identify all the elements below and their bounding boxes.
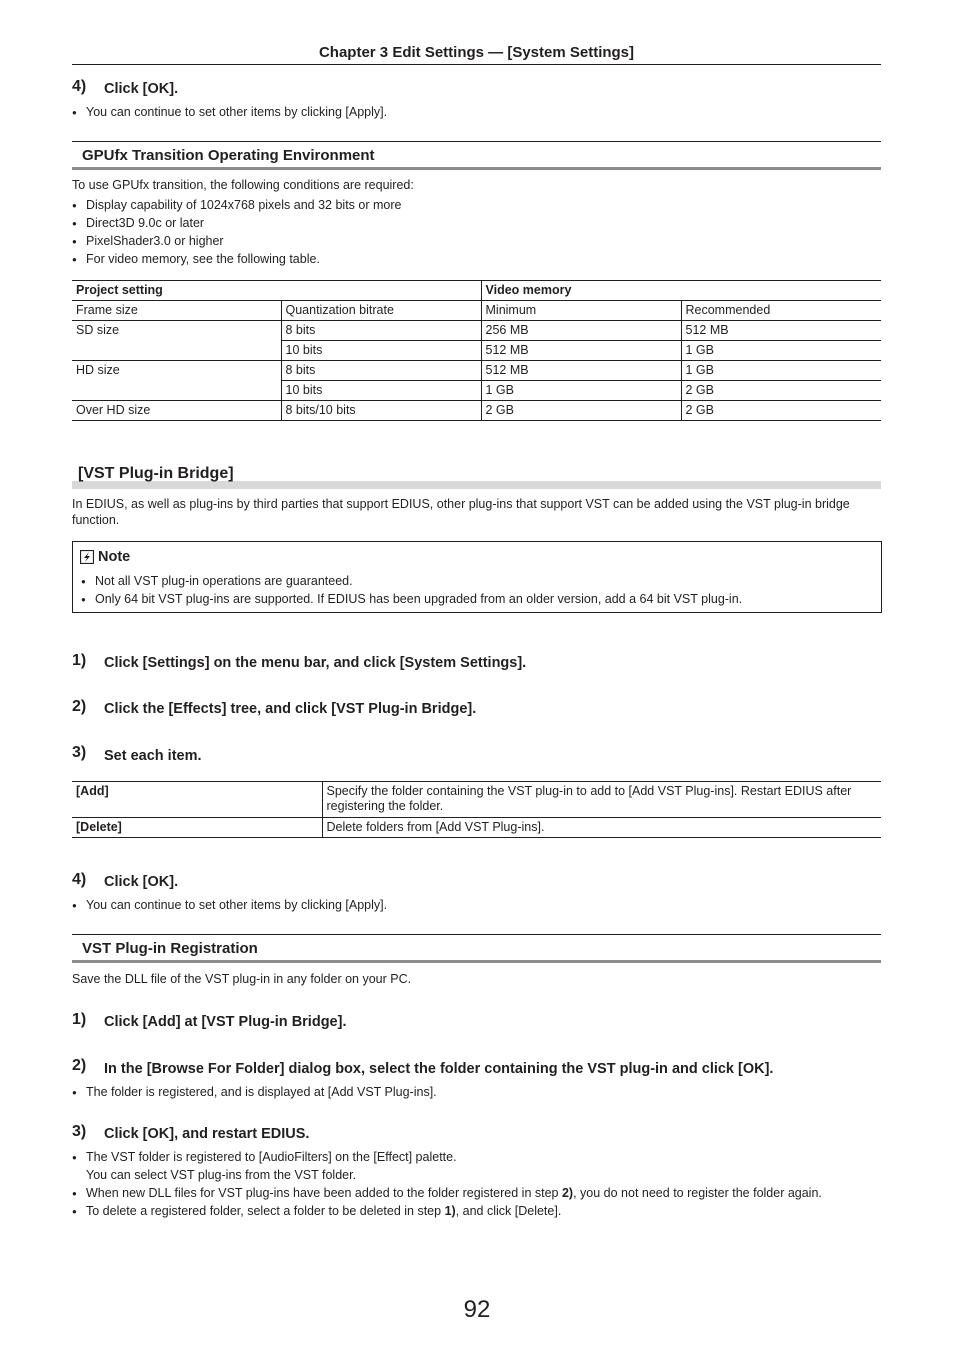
step-number: 2) <box>72 1057 87 1074</box>
table-cell: 8 bits/10 bits <box>281 401 481 421</box>
step-text: Set each item. <box>104 748 202 764</box>
page-number: 92 <box>463 1296 491 1323</box>
bullet-item: ● For video memory, see the following table. <box>72 250 320 268</box>
section-heading-vst-bridge: [VST Plug-in Bridge] <box>72 463 881 489</box>
note-box <box>72 541 882 613</box>
step-text: Click [OK]. <box>104 81 179 97</box>
table-cell: 2 GB <box>481 401 681 421</box>
bullet-item: ● To delete a registered folder, select a folder to be deleted in step 1), and click [Delete]. <box>72 1202 561 1220</box>
bullet-item: ● Only 64 bit VST plug-ins are supported. If EDIUS has been upgraded from an older version, add a 64 bit VST plug-in. <box>81 590 742 608</box>
step-text: Click the [Effects] tree, and click [VST Plug-in Bridge]. <box>104 701 477 717</box>
step-number: 4) <box>72 78 87 95</box>
step-number: 4) <box>72 871 87 888</box>
step-number: 3) <box>72 1123 87 1140</box>
section-heading-vst-registration: VST Plug-in Registration <box>72 934 881 963</box>
step-text: In the [Browse For Folder] dialog box, select the folder containing the VST plug-in and click [OK]. <box>104 1061 774 1077</box>
vst-bridge-intro: In EDIUS, as well as plug-ins by third parties that support EDIUS, other plug-ins that support VST can be added using the VST plug-in bridge function. <box>72 497 850 527</box>
table-cell: 1 GB <box>481 381 681 401</box>
table-cell: SD size <box>72 321 281 361</box>
table-cell: 10 bits <box>281 381 481 401</box>
step-text: Click [OK]. <box>104 874 179 890</box>
table-cell: 2 GB <box>681 401 881 421</box>
table-cell: 512 MB <box>481 341 681 361</box>
table-cell: HD size <box>72 361 281 401</box>
step-number: 1) <box>72 1011 87 1028</box>
step-text: Click [Settings] on the menu bar, and click [System Settings]. <box>104 655 527 671</box>
table-header-cell: Video memory <box>481 281 881 301</box>
table-cell: Over HD size <box>72 401 281 421</box>
step-text: Click [OK], and restart EDIUS. <box>104 1126 310 1142</box>
table-cell: [Delete] <box>72 818 322 838</box>
settings-table <box>72 781 881 838</box>
table-cell: 1 GB <box>681 341 881 361</box>
bullet-item: ● You can continue to set other items by clicking [Apply]. <box>72 103 387 121</box>
bullet-item: ● PixelShader3.0 or higher <box>72 232 224 250</box>
bullet-item: ● When new DLL files for VST plug-ins have been added to the folder registered in step 2), you do not need to register the folder again. <box>72 1184 822 1202</box>
table-cell: 1 GB <box>681 361 881 381</box>
table-cell: 10 bits <box>281 341 481 361</box>
step-number: 2) <box>72 698 87 715</box>
note-title: Note <box>98 549 131 565</box>
table-subheader-cell: Frame size <box>72 301 281 321</box>
note-icon <box>80 550 94 564</box>
bullet-item: ● Not all VST plug-in operations are guaranteed. <box>81 572 353 590</box>
vst-registration-intro: Save the DLL file of the VST plug-in in any folder on your PC. <box>72 972 412 986</box>
step-text: Click [Add] at [VST Plug-in Bridge]. <box>104 1014 347 1030</box>
bullet-item: ● The folder is registered, and is displayed at [Add VST Plug-ins]. <box>72 1083 437 1101</box>
table-subheader-cell: Recommended <box>681 301 881 321</box>
gpufx-intro: To use GPUfx transition, the following conditions are required: <box>72 178 414 192</box>
video-memory-table <box>72 280 881 421</box>
bullet-item: ● The VST folder is registered to [AudioFilters] on the [Effect] palette. <box>72 1148 457 1166</box>
table-cell: Delete folders from [Add VST Plug-ins]. <box>322 818 881 838</box>
bullet-continuation: You can select VST plug-ins from the VST folder. <box>86 1168 357 1182</box>
bullet-item: ● You can continue to set other items by clicking [Apply]. <box>72 896 387 914</box>
table-header-cell: Project setting <box>72 281 481 301</box>
table-cell: 512 MB <box>481 361 681 381</box>
table-cell: 2 GB <box>681 381 881 401</box>
table-cell: 8 bits <box>281 321 481 341</box>
table-cell: 8 bits <box>281 361 481 381</box>
step-number: 3) <box>72 744 87 761</box>
page-header: Chapter 3 Edit Settings — [System Settings] <box>72 44 881 65</box>
bullet-item: ● Display capability of 1024x768 pixels and 32 bits or more <box>72 196 401 214</box>
table-subheader-cell: Minimum <box>481 301 681 321</box>
section-heading-gpufx: GPUfx Transition Operating Environment <box>72 141 881 170</box>
table-subheader-cell: Quantization bitrate <box>281 301 481 321</box>
bullet-item: ● Direct3D 9.0c or later <box>72 214 204 232</box>
table-cell: Specify the folder containing the VST plug-in to add to [Add VST Plug-ins]. Restart EDIUS after registering the folder. <box>322 782 881 818</box>
table-cell: 512 MB <box>681 321 881 341</box>
step-number: 1) <box>72 652 87 669</box>
table-cell: 256 MB <box>481 321 681 341</box>
table-cell: [Add] <box>72 782 322 818</box>
